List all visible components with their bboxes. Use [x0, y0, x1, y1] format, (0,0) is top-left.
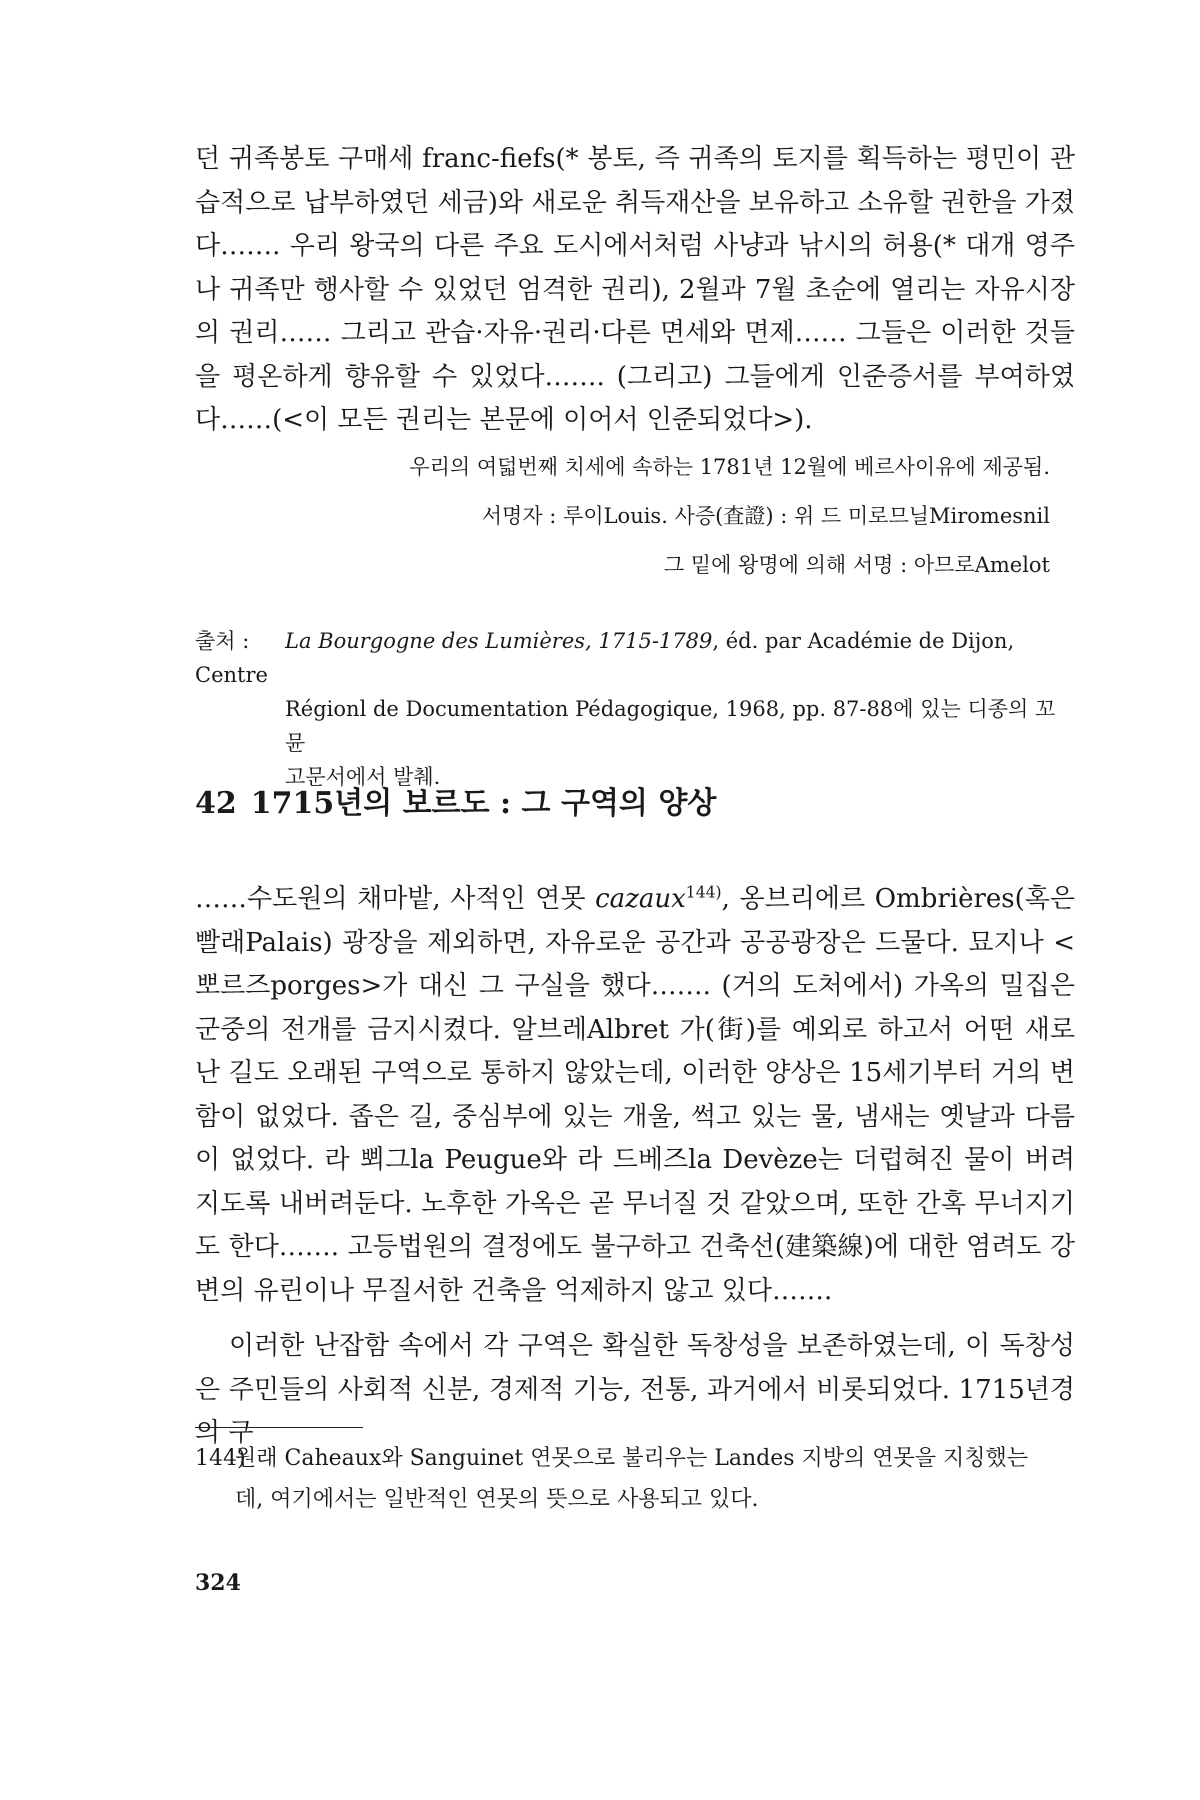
paragraph-bordeaux-description	[195, 878, 1075, 1313]
footnote-divider	[195, 1427, 363, 1428]
source-line-3: 고문서에서 발췌.	[285, 765, 441, 789]
footnote-line-1: 원래 Caheaux와 Sanguinet 연못으로 불리우는 Landes 지방의 연못을 지칭했는	[235, 1446, 1029, 1471]
footnote	[195, 1438, 1075, 1520]
signature-countersign-line: 그 밑에 왕명에 의해 서명 : 아므로Amelot	[663, 553, 1050, 577]
footnote-reference: 144)	[685, 883, 722, 902]
source-citation	[195, 624, 1075, 794]
page-number: 324	[195, 1570, 241, 1596]
paragraph2-italic-term: cazaux	[595, 884, 686, 914]
section-heading	[195, 778, 716, 822]
source-title: La Bourgogne des Lumières, 1715-1789	[285, 629, 713, 653]
source-label: 출처 :	[195, 629, 250, 653]
paragraph-charter-rights: 던 귀족봉토 구매세 franc-fiefs(* 봉토, 즉 귀족의 토지를 획득하는 평민이 관습적으로 납부하였던 세금)와 새로운 취득재산을 보유하고 소유할 권한을 가졌다……. 우리 왕국의 다른 주요 도시에서처럼 사냥과 낚시의 허용(* 대개 영주나 귀족만 행사할 수 있었던 엄격한 권리), 2월과 7월 초순에 열리는 자유시장의 권리…… 그리고 관습·자유·권리·다른 면세와 면제…… 그들은 이러한 것들을 평온하게 향유할 수 있었다……. (그리고) 그들에게 인준증서를 부여하였다……(<이 모든 권리는 본문에 이어서 인준되었다>).	[195, 144, 1075, 435]
source-line-2: Régionl de Documentation Pédagogique, 1968, pp. 87-88에 있는 디종의 꼬뮨	[285, 697, 1056, 755]
signature-date-line: 우리의 여덟번째 치세에 속하는 1781년 12월에 베르사이유에 제공됨.	[409, 455, 1050, 479]
footnote-line-2: 데, 여기에서는 일반적인 연못의 뜻으로 사용되고 있다.	[235, 1487, 759, 1512]
section-number: 42	[195, 786, 237, 821]
signature-signer-line: 서명자 : 루이Louis. 사증(査證) : 위 드 미로므닐Miromesnil	[481, 504, 1050, 528]
section-title: 1715년의 보르도 : 그 구역의 양상	[250, 786, 717, 821]
paragraph2-rest: , 옹브리에르 Ombrières(혹은 빨래Palais) 광장을 제외하면, 자유로운 공간과 공공광장은 드물다. 묘지나 <뽀르즈porges>가 대신 그 구실을 했다……. (거의 도처에서) 가옥의 밀집은 군중의 전개를 금지시켰다. 알브레Albret 가(街)를 예외로 하고서 어떤 새로 난 길도 오래된 구역으로 통하지 않았는데, 이러한 양상은 15세기부터 거의 변함이 없었다. 좁은 길, 중심부에 있는 개울, 썩고 있는 물, 냄새는 옛날과 다름이 없었다. 라 뾔그la Peugue와 라 드베즈la Devèze는 더럽혀진 물이 버려지도록 내버려둔다. 노후한 가옥은 곧 무너질 것 같았으며, 또한 간혹 무너지기도 한다……. 고등법원의 결정에도 불구하고 건축선(建築線)에 대한 염려도 강변의 유린이나 무질서한 건축을 억제하지 않고 있다…….	[195, 884, 1076, 1306]
footnote-number: 144)	[195, 1446, 246, 1471]
source-text-after-title: , éd. par Académie de Dijon, Centre	[195, 629, 1015, 687]
paragraph-district-originality: 이러한 난잡함 속에서 각 구역은 확실한 독창성을 보존하였는데, 이 독창성은 주민들의 사회적 신분, 경제적 기능, 전통, 과거에서 비롯되었다. 1715년경의 구	[195, 1331, 1075, 1448]
paragraph2-start: ……수도원의 채마밭, 사적인 연못	[195, 884, 596, 914]
